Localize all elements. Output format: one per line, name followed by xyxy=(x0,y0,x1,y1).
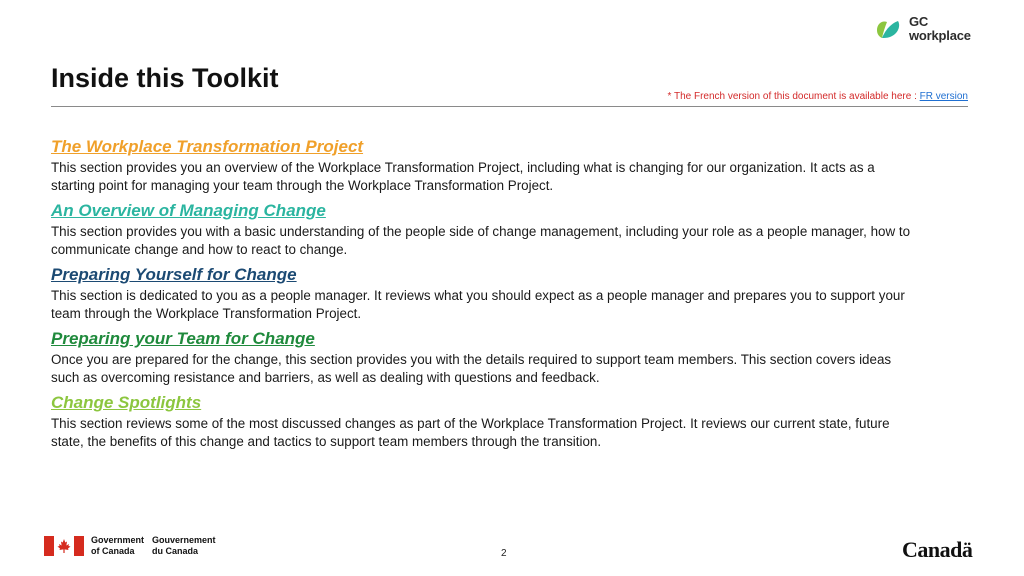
toolkit-sections xyxy=(51,136,921,456)
section-description: This section provides you an overview of the Workplace Transformation Project, including what is changing for our organization. It acts as a starting point for managing your team through the Workplace Transformation Project. xyxy=(51,160,875,193)
section-description: This section provides you with a basic understanding of the people side of change management, including your role as a people manager, how to communicate change and how to react to change. xyxy=(51,224,911,257)
gouvernement-du-canada-label xyxy=(152,535,216,557)
french-note-text: * The French version of this document is available here : xyxy=(667,91,920,102)
section-heading-link[interactable]: An Overview of Managing Change xyxy=(51,201,326,220)
gov-fr-line1: Gouvernement xyxy=(152,535,216,545)
header-divider xyxy=(51,106,968,107)
section-heading-link[interactable]: Preparing Yourself for Change xyxy=(51,265,297,284)
french-version-note xyxy=(667,91,968,102)
section-change-spotlights xyxy=(51,392,921,451)
page-title: Inside this Toolkit xyxy=(51,63,279,93)
section-heading-link[interactable]: Change Spotlights xyxy=(51,393,202,412)
logo-line-gc: GC xyxy=(909,14,929,29)
french-version-link[interactable]: FR version xyxy=(919,91,968,102)
section-workplace-transformation xyxy=(51,136,921,195)
section-description: This section is dedicated to you as a people manager. It reviews what you should expect as a people manager and prepares you to support your team through the Workplace Transformation Project. xyxy=(51,288,905,321)
canada-wordmark: Canadä xyxy=(902,537,973,562)
gov-en-line2: of Canada xyxy=(91,546,135,556)
section-heading-link[interactable]: The Workplace Transformation Project xyxy=(51,137,364,156)
gc-workplace-leaf-icon xyxy=(874,16,906,42)
government-of-canada-label xyxy=(91,535,144,557)
section-preparing-team xyxy=(51,328,921,387)
page-number: 2 xyxy=(501,548,507,559)
gc-workplace-logo xyxy=(874,14,984,46)
section-preparing-yourself xyxy=(51,264,921,323)
canada-flag-icon xyxy=(44,536,84,556)
section-heading-link[interactable]: Preparing your Team for Change xyxy=(51,329,315,348)
logo-line-workplace: workplace xyxy=(909,28,971,43)
gov-en-line1: Government xyxy=(91,535,145,545)
section-description: Once you are prepared for the change, this section provides you with the details required to support team members. This section covers ideas such as overcoming resistance and barriers, as well as dealing with questions and feedback. xyxy=(51,352,892,385)
section-managing-change xyxy=(51,200,921,259)
gov-fr-line2: du Canada xyxy=(152,546,199,556)
section-description: This section reviews some of the most discussed changes as part of the Workplace Transformation Project. It reviews our current state, future state, the benefits of this change and tactics to support team members through the transition. xyxy=(51,416,890,449)
